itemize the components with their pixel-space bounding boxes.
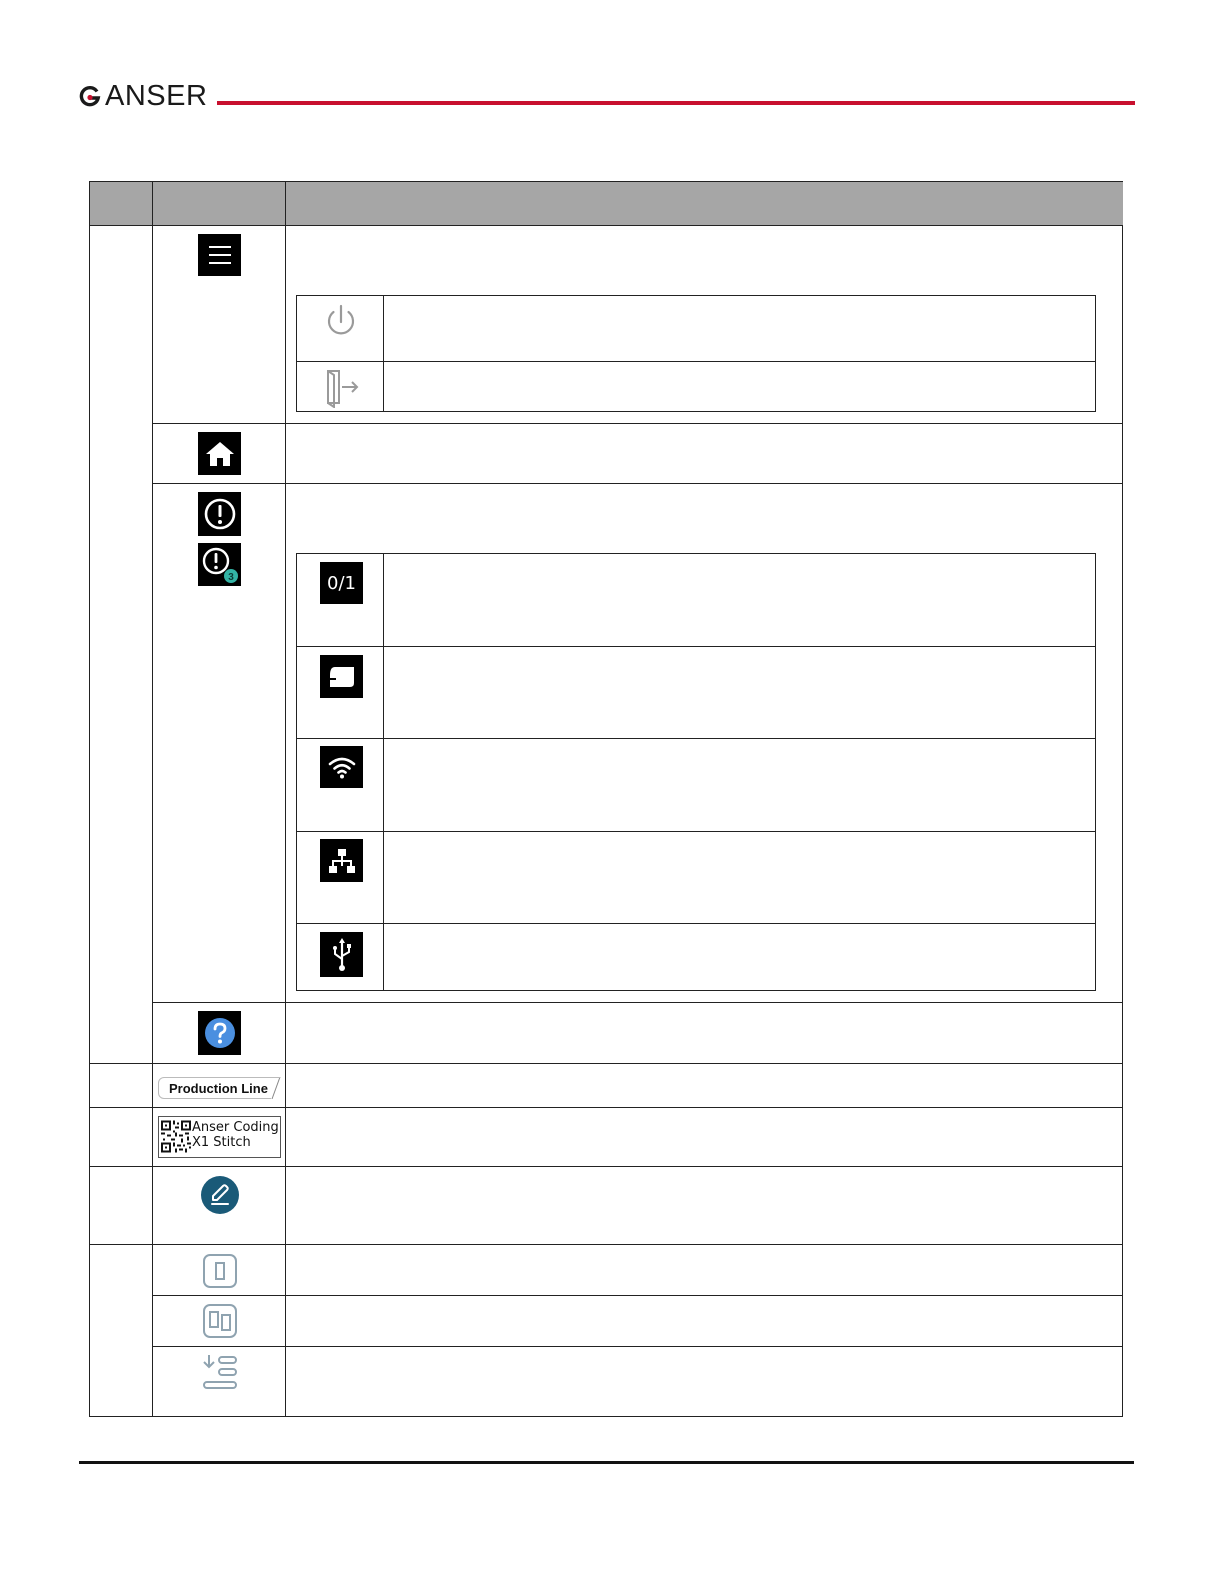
edit-icon [200, 1175, 240, 1215]
job-card-line-2: X1 Stitch [192, 1135, 251, 1150]
brand-logo-mark-icon [79, 85, 101, 107]
brand-logo [79, 80, 207, 112]
footer-rule [79, 1461, 1134, 1464]
table-header-cell-2 [153, 182, 285, 225]
printhead-icon [320, 655, 363, 698]
io-status-text: 0/1 [327, 572, 356, 594]
table-header-cell-1 [90, 182, 152, 225]
logout-icon [321, 366, 361, 408]
wifi-icon [320, 746, 363, 788]
header-rule [217, 101, 1135, 105]
alert-icon [198, 492, 241, 536]
queue-icon [202, 1353, 238, 1391]
single-view-icon [202, 1253, 238, 1289]
split-view-icon [202, 1303, 238, 1339]
production-line-tab [158, 1077, 281, 1099]
menu-subtable [296, 295, 1096, 412]
usb-icon [320, 932, 363, 977]
qr-code-icon [161, 1120, 191, 1153]
icon-reference-table [89, 181, 1123, 1417]
menu-icon [198, 234, 241, 276]
power-icon [321, 302, 361, 342]
network-icon [320, 839, 363, 882]
home-icon [198, 432, 241, 475]
status-subtable [296, 553, 1096, 991]
brand-name: ANSER [105, 80, 208, 112]
alert-badge-count: 3 [228, 572, 234, 583]
io-status-icon [320, 562, 363, 604]
help-icon [198, 1011, 241, 1055]
job-card-line-1: Anser Coding [192, 1120, 279, 1135]
alert-with-count-icon [198, 543, 241, 586]
production-line-label: Production Line [169, 1081, 268, 1096]
page-header [79, 80, 1135, 112]
job-card [158, 1116, 281, 1158]
table-header-cell-3 [286, 182, 1123, 225]
